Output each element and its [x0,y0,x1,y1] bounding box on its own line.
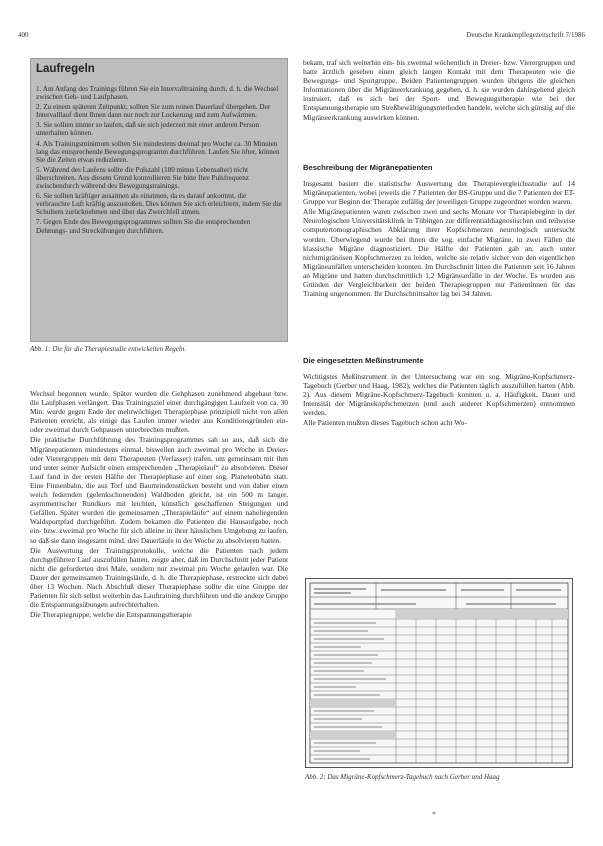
diary-form-graphic [306,579,572,767]
rules-list [36,85,282,235]
right-top-text [303,58,575,154]
section-patients-text [303,179,575,347]
figure-2-caption: Abb. 2: Das Migräne-Kopfschmerz-Tagebuch nach Gerber und Haag [305,773,500,781]
rule-item: 6. Sie sollten kräftiger ausatmen als einatmen, da es darauf ankommt, die verbrauchte Luft kräftig auszustoßen. Dies können Sie sich erleichtern, indem Sie die Schultern zurücknehmen und über das Zwerchfell atmen. [36,192,282,217]
rule-item: 4. Als Trainingsminimum sollten Sie mindestens dreimal pro Woche ca. 30 Minuten lang das entsprechende Bewegungsprogramm durchführen. Laufen Sie öfter, können Sie die Zeiten etwas reduzieren. [36,139,280,164]
rule-item: 1. Am Anfang des Trainings führen Sie ein Intervalltraining durch, d. h. die Wechsel zwischen Geh- und Laufphasen. [36,85,279,102]
running-rules-box [30,58,288,342]
paragraph: bekam, traf sich weiterhin ein- bis zweimal wöchentlich in Dreier- bzw. Vierergruppen und hatte ärztlich gesehen einen gleich langen Kontakt mit dem Therapeuten wie die Bewegungs- und Sportgruppe. Beiden Patientengruppen wurden übrigens die gleichen Informationen über die Migräneerkrankung gegeben, d. h. sie wurden dahingehend gleich instruiert, daß es sich bei der Sport- und Bewegungstherapie wie bei der Entspannungstherapie um Streßbewältigungsmethoden handele, welche sich günstig auf die Migräneerkrankung auswirken können. [303,58,575,122]
left-column [30,58,288,801]
journal-reference: Deutsche Krankenpflegezeitschrift 7/1986 [466,31,585,39]
rule-item: 2. Zu einem späteren Zeitpunkt, sollten Sie zum reinen Dauerlauf übergehen. Der Intervalllauf dient Ihnen dann nur noch zur Lockerung und zum Aufwärmen. [36,103,271,120]
box-title: Laufregeln [36,63,95,75]
paragraph: Wechsel begonnen wurde. Später wurden die Gehphasen zunehmend abgebaut bzw. die Laufphasen verlängert. Das Trainingsziel einer durchgängigen Laufzeit von ca. 30 Min. wurde gegen Ende der mehrwöchigen Therapiephase prinzipiell nicht von allen Patienten erreicht, als einige das Laufen immer wieder aus Konditionsgründen ein- oder zweimal durch Gehpausen unterbrechen mußten. [30,389,288,435]
paragraph: Insgesamt basiert die statistische Auswertung der Therapievergleichsstudie auf 14 Migränepatienten, wobei jeweils die 7 Patienten der BS-Gruppe und die 7 Patienten der ET-Gruppe vor Beginn der Therapie zufällig der jeweiligen Gruppe zugeordnet worden waren. [303,179,575,207]
rule-item: 7. Gegen Ende des Bewegungsprogrammes sollten Sie die entsprechenden Dehnungs- und Streckübungen durchführen. [36,218,251,235]
paragraph: Die praktische Durchführung des Trainingsprogrammes sah so aus, daß sich die Migränepatienten mindestens einmal, bisweilen auch zweimal pro Woche in Dreier- oder Vierergruppen mit dem Therapeuten (Verfasser) trafen, um gemeinsam mit ihm und unter seiner Aufsicht einen entsprechenden „Therapielauf“ zu absolvieren. Dieser Lauf fand in der ersten Hälfte der Therapiephase auf einer sog. Planetenbahn statt. Eine Finnenbahn, die aus Torf und Baumrindenstücken besteht und von daher einen weich federnden (gelenkschonenden) Waldboden gleicht, ist ein 500 m langer, asymmetrischer Rundkurs mit leichten, künstlich geschaffenen Steigungen und Gefällen. Später wurden die gemeinsamen „Therapieläufe“ auf einem naheliegenden Waldsportpfad durchgeführt. Zudem bekamen die Patienten die Hausaufgabe, noch ein- bzw. zweimal pro Woche für sich alleine in ihrer häuslichen Umgebung zu laufen, so daß sie dann insgesamt mind. drei Dauerläufe in der Woche zu absolvieren hatten. [30,435,288,545]
page-number: 400 [18,31,29,39]
page-header [18,31,585,41]
section-heading-instruments: Die eingesetzten Meßinstrumente [303,356,424,365]
rule-item: 5. Während des Laufens sollte die Pulszahl (180 minus Lebensalter) nicht überschreiten. Aus diesem Grund kontrollieren Sie bitte Ihre Pulsfrequenz zwischendurch während des Bewegungstrainings. [36,165,249,191]
figure-1-caption: Abb. 1: Die für die Therapiestudie entwickelten Regeln. [30,345,187,353]
section-heading-patients: Beschreibung der Migränepatienten [303,163,433,172]
paragraph: Alle Patienten mußten dieses Tagebuch schon acht Wo- [303,418,467,428]
paragraph: Alle Migränepatienten waren zwischen zwei und sechs Monate vor Therapiebeginn in der Neurologischen Universitätsklinik in Tübingen zur differentialdiagnostischen und teilweise computertomographischen Abklärung ihrer Kopfschmerzen neurologisch untersucht worden. Überwiegend wurde bei ihnen die sog. einfache Migräne, in zwei Fällen die klassische Migräne diagnostiziert. Die Hälfte der Patienten gab an, auch unter nichtmigränösen Kopfschmerzen zu leiden, welche sie relativ sicher von den eigentlichen Migräneanfällen unterscheiden konnten. Im Durchschnitt litten die Patienten seit 16 Jahren an Migräne und hatten durchschnittlich 1,2 Migräneanfälle in der Woche. Es wurden aus Gründen der Vergleichbarkeit der beiden Therapiegruppen nur Patientinnen für das Training ungenommen. Ihr Durchschnittsalter lag bei 34 Jahren. [303,207,575,299]
section-instruments-text [303,372,575,472]
rule-item: 3. Sie sollten immer so laufen, daß sie sich jederzeit mit einer anderen Person unterhalten können. [36,121,259,138]
paragraph: Die Therapiegruppe, welche die Entspannungstherapie [30,610,192,620]
right-column [303,58,575,472]
paragraph: Wichtigstes Meßinstrument in der Untersuchung war ein sog. Migräne-Kopfschmerz-Tagebuch (Gerber und Haag, 1982), welches die Patienten täglich auszufüllen hatten (Abb. 2). Aus diesem Migräne-Kopfschmerz-Tagebuch konnten u. a. Häufigkeit, Dauer und Intensität der Migränekopfschmerzen (und auch anderer Kopfschmerzen) entnommen werden. [303,372,575,418]
left-body-text [30,389,288,801]
page-mark: * [432,810,436,819]
paragraph: Die Auswertung der Trainingsprotokolle, welche die Patienten nach jedem durchgeführten Lauf auszufüllen hatten, zeigte aber, daß im Durchschnitt jeder Patient nicht die geforderten drei Male, sondern nur zweimal pro Woche gelaufen war. Die Dauer der gemeinsamen Trainingsläufe, d. h. die Therapiephase, erstreckte sich dabei über 13 Wochen. Nach Abschluß dieser Therapiephase sollte die eine Gruppe der Patienten für sich selbst weiterhin das Lauftraining durchführen und die andere Gruppe die Entspannungsübungen aufrechterhalten. [30,545,288,610]
headache-diary-figure [305,578,573,768]
